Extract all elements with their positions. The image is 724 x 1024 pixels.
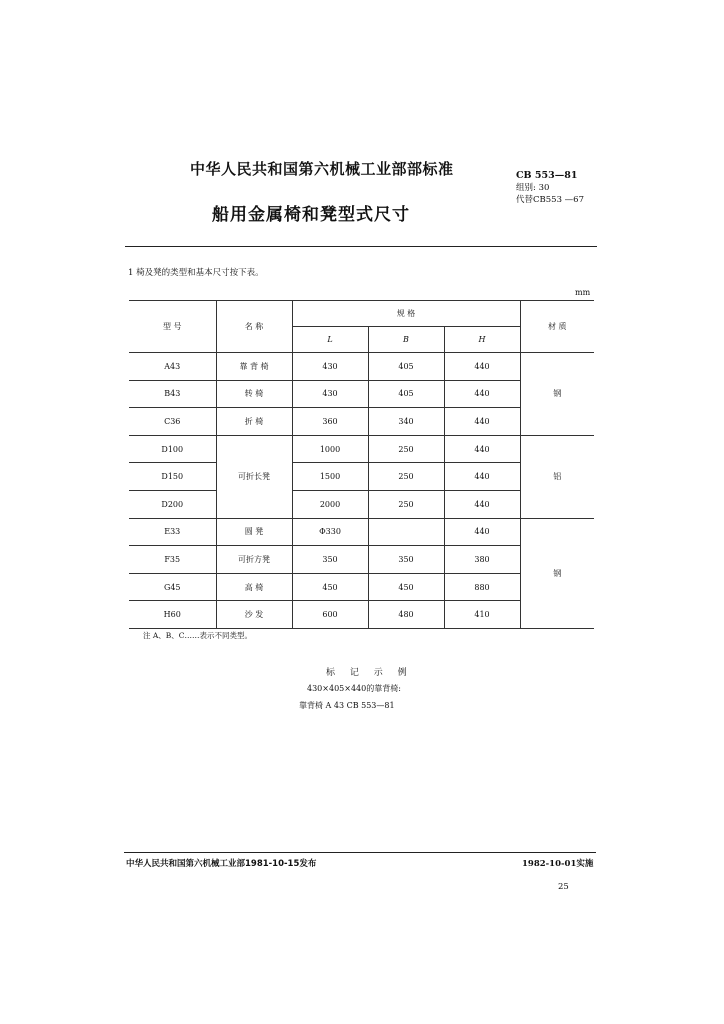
standard-replaces: 代替CB553 —67	[516, 195, 584, 205]
cell-L: 360	[292, 408, 368, 436]
standard-code: CB 553—81	[516, 170, 578, 181]
cell-B: 250	[368, 435, 444, 463]
effective-date: 1982-10-01实施	[522, 859, 594, 869]
cell-B: 250	[368, 463, 444, 491]
cell-B: 405	[368, 380, 444, 408]
cell-H: 880	[444, 573, 520, 601]
table-row	[129, 353, 594, 381]
header-spec: 规 格	[292, 301, 520, 327]
cell-code: D200	[129, 490, 216, 518]
cell-B: 350	[368, 546, 444, 574]
standard-category: 组别: 30	[516, 183, 550, 193]
unit-label: mm	[575, 288, 591, 297]
cell-B: 450	[368, 573, 444, 601]
cell-H: 410	[444, 601, 520, 629]
cell-L: 450	[292, 573, 368, 601]
cell-B: 340	[368, 408, 444, 436]
intro-text: 1 椅及凳的类型和基本尺寸按下表。	[128, 268, 264, 278]
header-L: L	[292, 327, 368, 353]
table-note: 注 A、B、C……表示不同类型。	[143, 631, 253, 640]
cell-material: 钢	[520, 518, 594, 628]
cell-B: 480	[368, 601, 444, 629]
cell-name: 靠 背 椅	[216, 353, 292, 381]
cell-H: 440	[444, 380, 520, 408]
cell-L: 1000	[292, 435, 368, 463]
cell-H: 440	[444, 353, 520, 381]
header-material: 材 质	[520, 301, 594, 353]
cell-B: 405	[368, 353, 444, 381]
cell-name: 可折长凳	[216, 435, 292, 518]
cell-material: 铝	[520, 435, 594, 518]
cell-code: F35	[129, 546, 216, 574]
example-designation: 靠背椅 A 43 CB 553—81	[299, 701, 395, 710]
cell-L: 350	[292, 546, 368, 574]
cell-H: 440	[444, 463, 520, 491]
cell-H: 440	[444, 490, 520, 518]
table-row	[129, 435, 594, 463]
cell-H: 440	[444, 518, 520, 546]
cell-H: 440	[444, 408, 520, 436]
cell-code: C36	[129, 408, 216, 436]
page-number: 25	[558, 882, 569, 892]
header-name: 名 称	[216, 301, 292, 353]
cell-L: 1500	[292, 463, 368, 491]
cell-H: 440	[444, 435, 520, 463]
cell-name: 折 椅	[216, 408, 292, 436]
cell-code: D100	[129, 435, 216, 463]
footer-rule	[124, 852, 596, 853]
issue-date: 中华人民共和国第六机械工业部1981-10-15发布	[126, 859, 317, 869]
example-description: 430×405×440的靠背椅:	[307, 684, 401, 693]
cell-L: Φ330	[292, 518, 368, 546]
cell-L: 2000	[292, 490, 368, 518]
cell-L: 600	[292, 601, 368, 629]
example-title: 标 记 示 例	[326, 668, 413, 678]
cell-code: H60	[129, 601, 216, 629]
cell-code: B43	[129, 380, 216, 408]
dimension-table	[129, 300, 594, 629]
cell-L: 430	[292, 353, 368, 381]
cell-code: E33	[129, 518, 216, 546]
cell-B: 250	[368, 490, 444, 518]
document-title: 船用金属椅和凳型式尺寸	[212, 205, 410, 225]
cell-name: 圆 凳	[216, 518, 292, 546]
cell-B	[368, 518, 444, 546]
cell-name: 高 椅	[216, 573, 292, 601]
table-header-row	[129, 301, 594, 327]
cell-name: 沙 发	[216, 601, 292, 629]
cell-L: 430	[292, 380, 368, 408]
header-H: H	[444, 327, 520, 353]
cell-code: A43	[129, 353, 216, 381]
issuing-organization: 中华人民共和国第六机械工业部部标准	[190, 160, 454, 178]
header-code: 型 号	[129, 301, 216, 353]
table-row	[129, 518, 594, 546]
cell-name: 可折方凳	[216, 546, 292, 574]
cell-name: 转 椅	[216, 380, 292, 408]
cell-material: 钢	[520, 353, 594, 436]
cell-H: 380	[444, 546, 520, 574]
cell-code: G45	[129, 573, 216, 601]
header-rule	[125, 246, 597, 247]
standard-info	[516, 170, 584, 206]
header-B: B	[368, 327, 444, 353]
cell-code: D150	[129, 463, 216, 491]
